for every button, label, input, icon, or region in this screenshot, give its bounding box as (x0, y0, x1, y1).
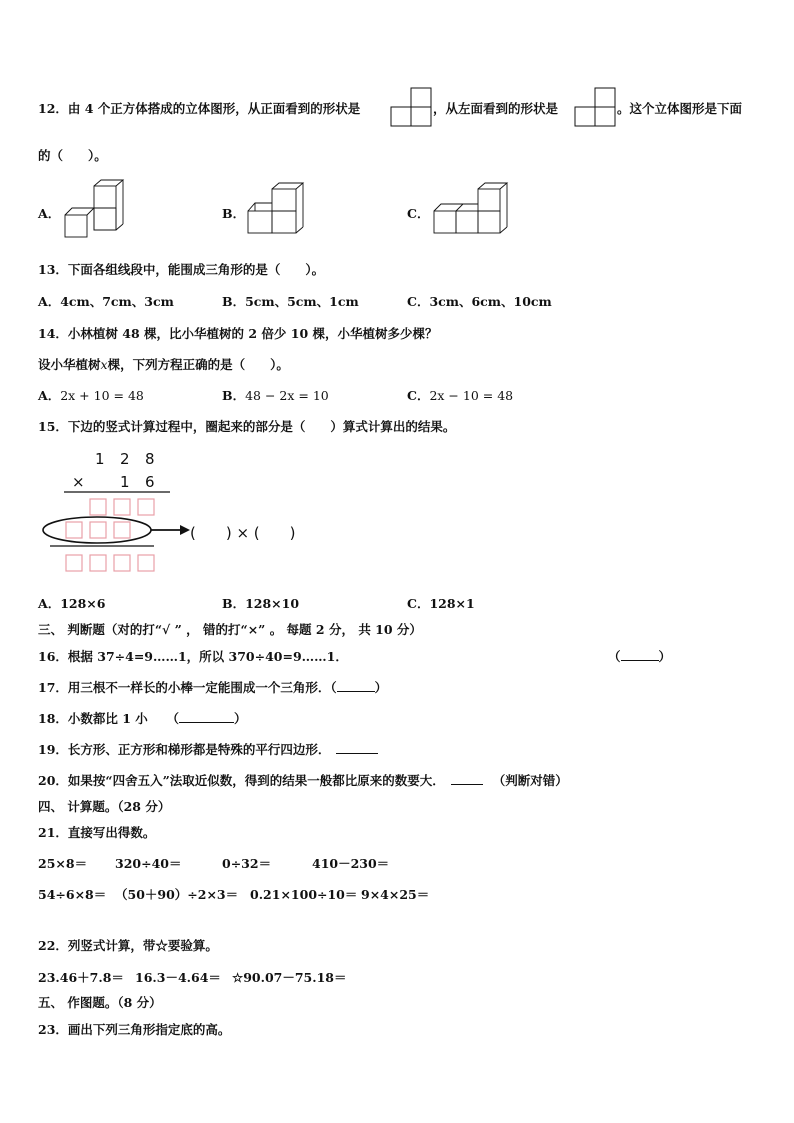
q15-times-sign: × (72, 473, 85, 491)
q16-answer-blank[interactable] (621, 660, 659, 661)
q18-paren-right: ） (234, 711, 247, 726)
q15-vertical-calc-drawing (40, 488, 210, 578)
q15-top-digit-3: 8 (145, 450, 155, 468)
q12-mid (433, 99, 558, 117)
q21-r1-c2: 320÷40＝ (115, 856, 182, 871)
q21-stem: 21．直接写出得数。 (38, 825, 156, 840)
q14-option-c-equation: 2x − 10 = 48 (429, 388, 514, 403)
q14-line2 (38, 355, 289, 373)
q14-option-b-equation: 48 − 2x = 10 (245, 388, 329, 403)
q19-answer-blank[interactable] (336, 753, 378, 754)
q17-text: 17．用三根不一样长的小棒一定能围成一个三角形．（ (38, 680, 337, 695)
q12-option-c-figure (432, 183, 510, 237)
q12-part2: ，从左面看到的形状是 (433, 101, 559, 116)
q21-r1-c1: 25×8＝ (38, 856, 88, 871)
section-4-title: 四、 计算题。（28 分） (38, 799, 171, 814)
q14-option-c (407, 386, 513, 404)
q22-item-1: 23.46＋7.8＝ (38, 970, 124, 985)
q12-line2: 的（ ）。 (38, 148, 107, 163)
q15-second-digit-1: 1 (120, 473, 130, 491)
q20-line (38, 771, 568, 789)
q14-variable: x (100, 357, 108, 372)
q14-line2-before: 设小华植树 (38, 357, 101, 372)
q14-option-a-label: A． (38, 388, 61, 403)
q23-stem: 23．画出下列三角形指定底的高。 (38, 1022, 231, 1037)
q17-answer-blank[interactable] (337, 691, 375, 692)
q12-option-a-figure (62, 180, 126, 240)
q17-paren-right: ） (374, 680, 388, 695)
q19-text: 19．长方形、正方形和梯形都是特殊的平行四边形． (38, 742, 331, 757)
q21-r2-c4: 9×4×25＝ (361, 887, 430, 902)
q12-part3: 。这个立体图形是下面 (617, 101, 743, 116)
q22-item-2: 16.3－4.64＝ (135, 970, 221, 985)
q12-part1: 12．由 4 个正方体搭成的立体图形，从正面看到的形状是 (38, 101, 361, 116)
q15-second-digit-2: 6 (145, 473, 155, 491)
q12-option-b-label: B． (222, 206, 246, 221)
q12-option-b-figure (246, 183, 304, 235)
q12-left-view (574, 88, 616, 128)
q21-r2-c1: 54÷6×8＝ (38, 887, 107, 902)
q15-stem: 15．下边的竖式计算过程中，圈起来的部分是（ ）算式计算出的结果。 (38, 419, 456, 434)
q12-line1 (38, 99, 360, 117)
q14-option-b (222, 386, 329, 404)
q13-option-c: C．3cm、6cm、10cm (407, 294, 552, 309)
q16-paren-left: （ (608, 649, 621, 664)
q15-option-c: C．128×1 (407, 596, 475, 611)
q21-r2-c2: （50＋90）÷2×3＝ (115, 887, 239, 902)
q22-stem: 22．列竖式计算，带☆要验算。 (38, 938, 218, 953)
q16-paren-right: ） (658, 649, 672, 664)
q21-r1-c3: 0÷32＝ (222, 856, 272, 871)
q20-text: 20．如果按“四舍五入”法取近似数，得到的结果一般都比原来的数要大． (38, 773, 445, 788)
q13-stem: 13．下面各组线段中，能围成三角形的是（ ）。 (38, 262, 325, 277)
q15-option-b: B．128×10 (222, 596, 300, 611)
q14-stem: 14．小林植树 48 棵，比小华植树的 2 倍少 10 棵，小华植树多少棵？ (38, 326, 438, 341)
q21-r1-c4: 410－230＝ (312, 856, 390, 871)
q12-end (617, 99, 742, 117)
q15-top-digit-1: 1 (95, 450, 105, 468)
q19-line (38, 740, 378, 758)
q18-line (38, 709, 247, 727)
q18-text: 18．小数都比 1 小 （ (38, 711, 180, 726)
q12-option-c-label: C． (407, 206, 430, 221)
q20-suffix: （判断对错） (492, 773, 568, 788)
q13-option-b: B．5cm、5cm、1cm (222, 294, 359, 309)
q12-option-a-label: A． (38, 206, 61, 221)
q16-text: 16．根据 37÷4=9……1，所以 370÷40=9……1． (38, 649, 348, 664)
q15-result-text: ( ) × ( ) (190, 524, 296, 542)
q13-option-a: A．4cm、7cm、3cm (38, 294, 174, 309)
q15-option-a: A．128×6 (38, 596, 106, 611)
q15-top-digit-2: 2 (120, 450, 130, 468)
section-3-title: 三、 判断题（对的打“√ ” ， 错的打“×” 。 每题 2 分， 共 10 分） (38, 622, 422, 637)
q12-front-view (390, 88, 432, 128)
q16-answer-paren (608, 647, 671, 665)
q14-line2-after: 棵，下列方程正确的是（ ）。 (107, 357, 289, 372)
q21-r2-c3: 0.21×100÷10＝ (250, 887, 358, 902)
q14-option-a-equation: 2x + 10 = 48 (60, 388, 144, 403)
q17-line (38, 678, 387, 696)
q14-option-b-label: B． (222, 388, 246, 403)
q14-option-c-label: C． (407, 388, 430, 403)
q22-item-3: ☆90.07－75.18＝ (232, 970, 347, 985)
q18-answer-blank[interactable] (179, 722, 234, 723)
section-5-title: 五、 作图题。（8 分） (38, 995, 162, 1010)
q20-answer-blank[interactable] (451, 784, 483, 785)
q14-option-a (38, 386, 144, 404)
